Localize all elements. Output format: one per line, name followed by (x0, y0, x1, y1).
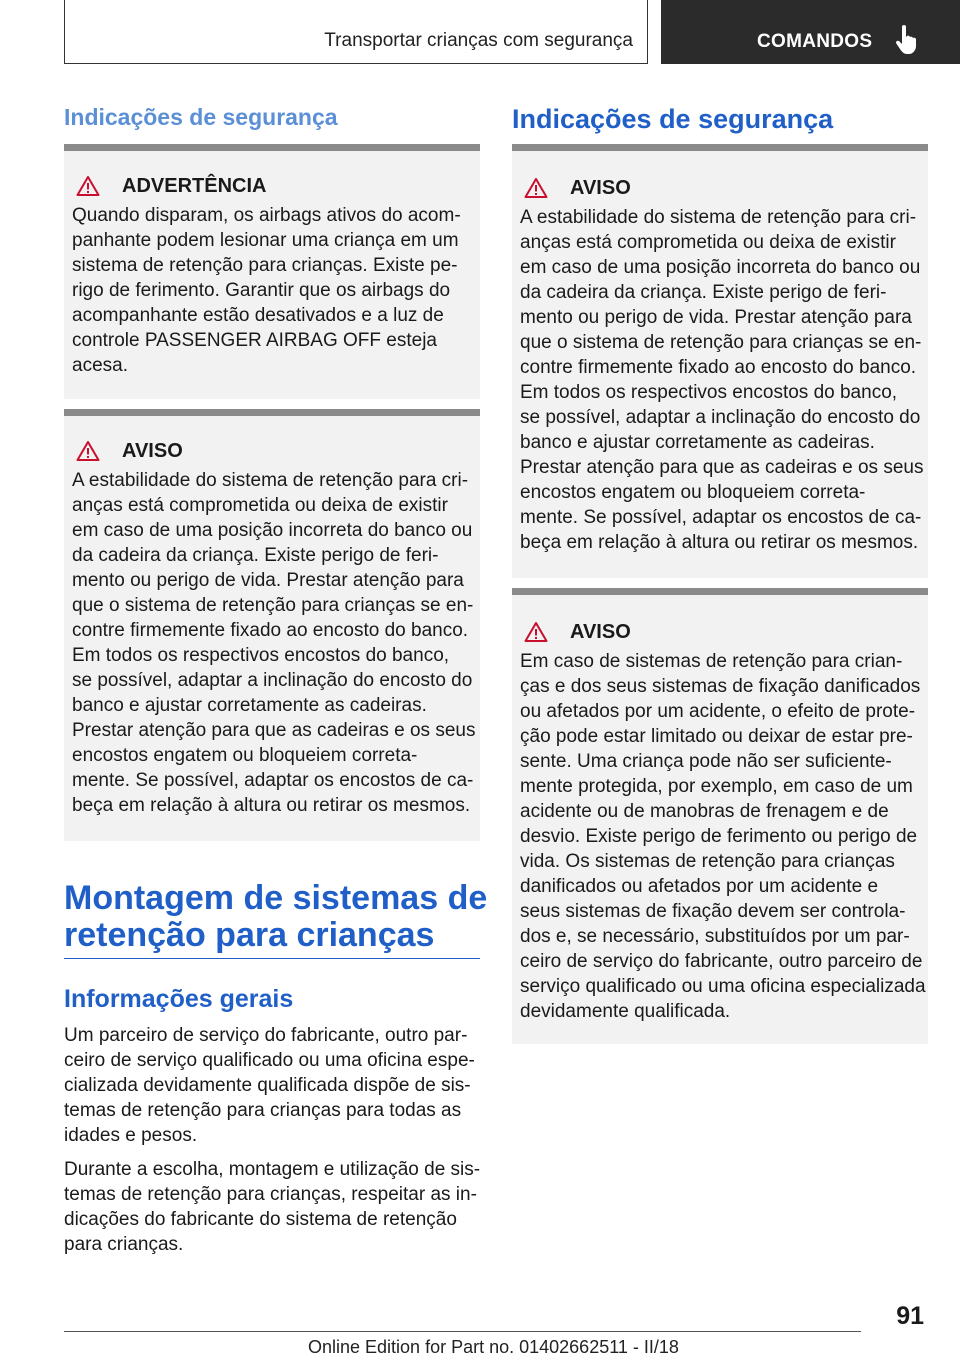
text-line: idades e pesos. (64, 1125, 198, 1146)
warning-triangle-icon (76, 440, 100, 462)
text-line: mente. Se possível, adaptar os encostos de ca- (72, 770, 474, 791)
notice-box-text (72, 468, 474, 818)
text-line: Em caso de sistemas de retenção para crian- (520, 651, 903, 672)
paragraph-1 (64, 1023, 480, 1148)
notice-box-right-1 (512, 144, 928, 578)
text-line: A estabilidade do sistema de retenção para cri- (520, 207, 917, 228)
text-line: anças está comprometida ou deixa de existir (520, 232, 896, 253)
notice-box-right-2 (512, 588, 928, 1044)
header-chapter-tab (661, 0, 960, 64)
main-heading (64, 879, 488, 954)
text-line: danificados ou afetados por um acidente e (520, 876, 879, 897)
text-line: beça em relação à altura ou retirar os mesmos. (520, 532, 919, 553)
text-line: temas de retenção para crianças, respeitar as in- (64, 1184, 477, 1205)
text-line: Prestar atenção para que as cadeiras e os seus (72, 720, 476, 741)
text-line: seus sistemas de fixação devem ser controla- (520, 901, 906, 922)
text-line: Prestar atenção para que as cadeiras e os seus (520, 457, 924, 478)
text-line: contre firmemente fixado ao encosto do banco. (72, 620, 469, 641)
text-line: se possível, adaptar a inclinação do encosto do (520, 407, 921, 428)
warning-box-header (76, 173, 266, 199)
warning-triangle-icon (524, 621, 548, 643)
main-heading-line: retenção para crianças (64, 916, 435, 954)
text-line: encostos engatem ou bloqueiem correta- (520, 482, 866, 503)
warning-triangle-icon (76, 175, 100, 197)
text-line: cializada devidamente qualificada dispõe de sis- (64, 1075, 471, 1096)
header-chapter-label: COMANDOS (757, 31, 873, 52)
text-line: mente. Se possível, adaptar os encostos de ca- (520, 507, 922, 528)
text-line: desvio. Existe perigo de ferimento ou perigo de (520, 826, 918, 847)
text-line: que o sistema de retenção para crianças se en- (72, 595, 474, 616)
text-line: ou afetados por um acidente, o efeito de prote- (520, 701, 916, 722)
text-line: mento ou perigo de vida. Prestar atenção para (520, 307, 912, 328)
notice-box-header (76, 438, 183, 464)
text-line: para crianças. (64, 1234, 184, 1255)
notice-box-title: AVISO (122, 439, 183, 462)
text-line: sente. Uma criança pode não ser suficiente- (520, 751, 892, 772)
warning-box (64, 144, 480, 399)
text-line: banco e ajustar corretamente as cadeiras. (72, 695, 427, 716)
text-line: mente protegida, por exemplo, em caso de um (520, 776, 913, 797)
text-line: temas de retenção para crianças para todas as (64, 1100, 462, 1121)
text-line: controle PASSENGER AIRBAG OFF esteja (72, 330, 437, 351)
text-line: anças está comprometida ou deixa de existir (72, 495, 448, 516)
page-number: 91 (896, 1302, 924, 1330)
text-line: Em todos os respectivos encostos do banco, (72, 645, 450, 666)
text-line: sistema de retenção para crianças. Existe pe- (72, 255, 458, 276)
text-line: em caso de uma posição incorreta do banco ou (520, 257, 921, 278)
header-section-title: Transportar crianças com segurança (324, 30, 633, 51)
text-line: vida. Os sistemas de retenção para crianças (520, 851, 895, 872)
sub-heading: Informações gerais (64, 985, 294, 1013)
text-line: em caso de uma posição incorreta do banco ou (72, 520, 473, 541)
text-line: serviço qualificado ou uma oficina especializada (520, 976, 926, 997)
warning-triangle-icon (524, 177, 548, 199)
text-line: mento ou perigo de vida. Prestar atenção para (72, 570, 464, 591)
main-heading-line: Montagem de sistemas de (64, 879, 488, 917)
text-line: da cadeira da criança. Existe perigo de feri- (72, 545, 439, 566)
right-section-heading: Indicações de segurança (512, 104, 834, 134)
text-line: dicações do fabricante do sistema de retenção (64, 1209, 457, 1230)
text-line: ceiro de serviço qualificado ou uma oficina espe- (64, 1050, 475, 1071)
warning-box-title: ADVERTÊNCIA (122, 174, 267, 197)
text-line: que o sistema de retenção para crianças se en- (520, 332, 922, 353)
notice-box-text (520, 649, 926, 1024)
text-line: se possível, adaptar a inclinação do encosto do (72, 670, 473, 691)
footer-edition: Online Edition for Part no. 01402662511 - II/18 (308, 1337, 679, 1357)
text-line: banco e ajustar corretamente as cadeiras. (520, 432, 875, 453)
text-line: acesa. (72, 355, 128, 376)
text-line: ção pode estar limitado ou deixar de estar pre- (520, 726, 913, 747)
text-line: da cadeira da criança. Existe perigo de feri- (520, 282, 887, 303)
text-line: devidamente qualificada. (520, 1001, 731, 1022)
header-section-tab (64, 0, 648, 64)
text-line: beça em relação à altura ou retirar os mesmos. (72, 795, 471, 816)
paragraph-2 (64, 1157, 480, 1257)
text-line: ças e dos seus sistemas de fixação danificados (520, 676, 921, 697)
text-line: ceiro de serviço do fabricante, outro parceiro de (520, 951, 923, 972)
text-line: Durante a escolha, montagem e utilização de sis- (64, 1159, 481, 1180)
text-line: Quando disparam, os airbags ativos do acom- (72, 205, 461, 226)
text-line: acompanhante estão desativados e a luz de (72, 305, 444, 326)
left-section-heading: Indicações de segurança (64, 104, 338, 130)
heading-divider (64, 958, 480, 959)
text-line: rigo de ferimento. Garantir que os airbags do (72, 280, 451, 301)
text-line: acidente ou de manobras de frenagem e de (520, 801, 889, 822)
footer-divider (64, 1331, 861, 1332)
warning-box-text (72, 203, 474, 378)
text-line: encostos engatem ou bloqueiem correta- (72, 745, 418, 766)
text-line: contre firmemente fixado ao encosto do banco. (520, 357, 917, 378)
text-line: Em todos os respectivos encostos do banco, (520, 382, 898, 403)
notice-box-title: AVISO (570, 620, 631, 643)
text-line: Um parceiro de serviço do fabricante, outro par- (64, 1025, 468, 1046)
text-line: A estabilidade do sistema de retenção para cri- (72, 470, 469, 491)
notice-box-header (524, 619, 631, 645)
notice-box-left (64, 409, 480, 841)
text-line: panhante podem lesionar uma criança em um (72, 230, 459, 251)
notice-box-header (524, 175, 631, 201)
notice-box-title: AVISO (570, 176, 631, 199)
text-line: dos e, se necessário, substituídos por um par- (520, 926, 910, 947)
pointing-hand-icon (894, 25, 920, 55)
notice-box-text (520, 205, 922, 555)
